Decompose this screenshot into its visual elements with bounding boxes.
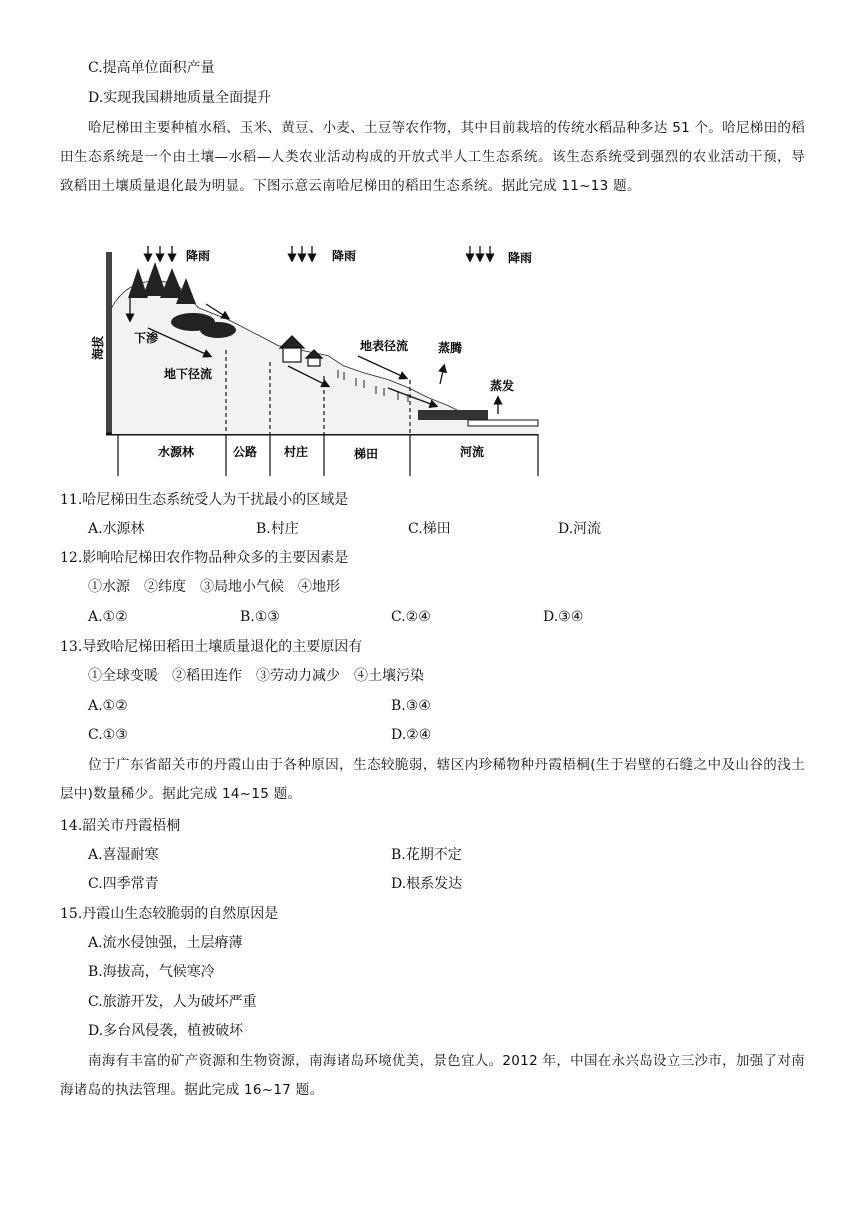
zone-road: 公路	[233, 445, 258, 459]
q15-option-c[interactable]: C.旅游开发，人为破坏严重	[88, 994, 257, 1010]
q13-option-c[interactable]: C.①③	[88, 727, 128, 743]
terrace-ecosystem-diagram	[88, 238, 548, 478]
zone-village: 村庄	[284, 445, 309, 459]
passage-hani-terraces: 哈尼梯田主要种植水稻、玉米、黄豆、小麦、土豆等农作物，其中目前栽培的传统水稻品种多达 51 个。哈尼梯田的稻田生态系统是一个由土壤—水稻—人类农业活动构成的开放式半人工生态系统。该生态系统受到强烈的农业活动干预，导致稻田土壤质量退化最为明显。下图示意云南哈尼梯田的稻田生态系统。据此完成 11~13 题。	[60, 120, 805, 194]
q11-option-a[interactable]: A.水源林	[88, 521, 145, 537]
surface-runoff-label: 地表径流	[360, 339, 409, 353]
rain-label-1: 降雨	[186, 249, 211, 263]
evaporation-label: 蒸发	[490, 379, 515, 393]
q13-option-a[interactable]: A.①②	[88, 698, 128, 714]
q15-option-b[interactable]: B.海拔高，气候寒冷	[88, 964, 215, 980]
q11-option-d[interactable]: D.河流	[558, 521, 602, 537]
rain-label-3: 降雨	[508, 251, 533, 265]
question-11-stem: 11.哈尼梯田生态系统受人为干扰最小的区域是	[60, 492, 349, 508]
passage-south-sea: 南海有丰富的矿产资源和生物资源，南海诸岛环境优美，景色宜人。2012 年，中国在永兴岛设立三沙市，加强了对南海诸岛的执法管理。据此完成 16~17 题。	[60, 1053, 805, 1098]
q12-option-c[interactable]: C.②④	[391, 609, 431, 625]
altitude-label: 海拔	[91, 335, 105, 360]
q14-option-c[interactable]: C.四季常青	[88, 876, 159, 892]
q13-items: ①全球变暖 ②稻田连作 ③劳动力减少 ④土壤污染	[88, 668, 424, 684]
question-14-stem: 14.韶关市丹霞梧桐	[60, 818, 181, 834]
groundwater-label: 地下径流	[164, 367, 213, 381]
question-13-stem: 13.导致哈尼梯田稻田土壤质量退化的主要原因有	[60, 639, 363, 655]
q13-option-b[interactable]: B.③④	[391, 698, 431, 714]
q15-option-d[interactable]: D.多台风侵袭，植被破坏	[88, 1023, 244, 1039]
passage-danxia: 位于广东省韶关市的丹霞山由于各种原因，生态较脆弱，辖区内珍稀物种丹霞梧桐(生于岩壁的石缝之中及山谷的浅土层中)数量稀少。据此完成 14~15 题。	[60, 757, 805, 802]
q14-option-d[interactable]: D.根系发达	[391, 876, 463, 892]
village-houses	[280, 336, 322, 366]
question-12-stem: 12.影响哈尼梯田农作物品种众多的主要因素是	[60, 550, 349, 566]
option-c-prev: C.提高单位面积产量	[88, 60, 215, 76]
q13-option-d[interactable]: D.②④	[391, 727, 432, 743]
q14-option-b[interactable]: B.花期不定	[391, 847, 462, 863]
q11-option-c[interactable]: C.梯田	[408, 521, 451, 537]
q12-option-b[interactable]: B.①③	[240, 609, 280, 625]
zone-terrace: 梯田	[354, 447, 379, 461]
q12-option-d[interactable]: D.③④	[543, 609, 584, 625]
q14-option-a[interactable]: A.喜湿耐寒	[88, 847, 159, 863]
q12-items: ①水源 ②纬度 ③局地小气候 ④地形	[88, 579, 340, 595]
question-15-stem: 15.丹霞山生态较脆弱的自然原因是	[60, 906, 279, 922]
option-d-prev: D.实现我国耕地质量全面提升	[88, 90, 272, 106]
zone-forest: 水源林	[158, 445, 195, 459]
transpiration-label: 蒸腾	[438, 341, 463, 355]
q11-option-b[interactable]: B.村庄	[256, 521, 299, 537]
rain-label-2: 降雨	[332, 249, 357, 263]
zone-river: 河流	[460, 445, 485, 459]
q12-option-a[interactable]: A.①②	[88, 609, 128, 625]
q15-option-a[interactable]: A.流水侵蚀强，土层瘠薄	[88, 935, 243, 951]
infiltration-label: 下渗	[134, 331, 159, 345]
